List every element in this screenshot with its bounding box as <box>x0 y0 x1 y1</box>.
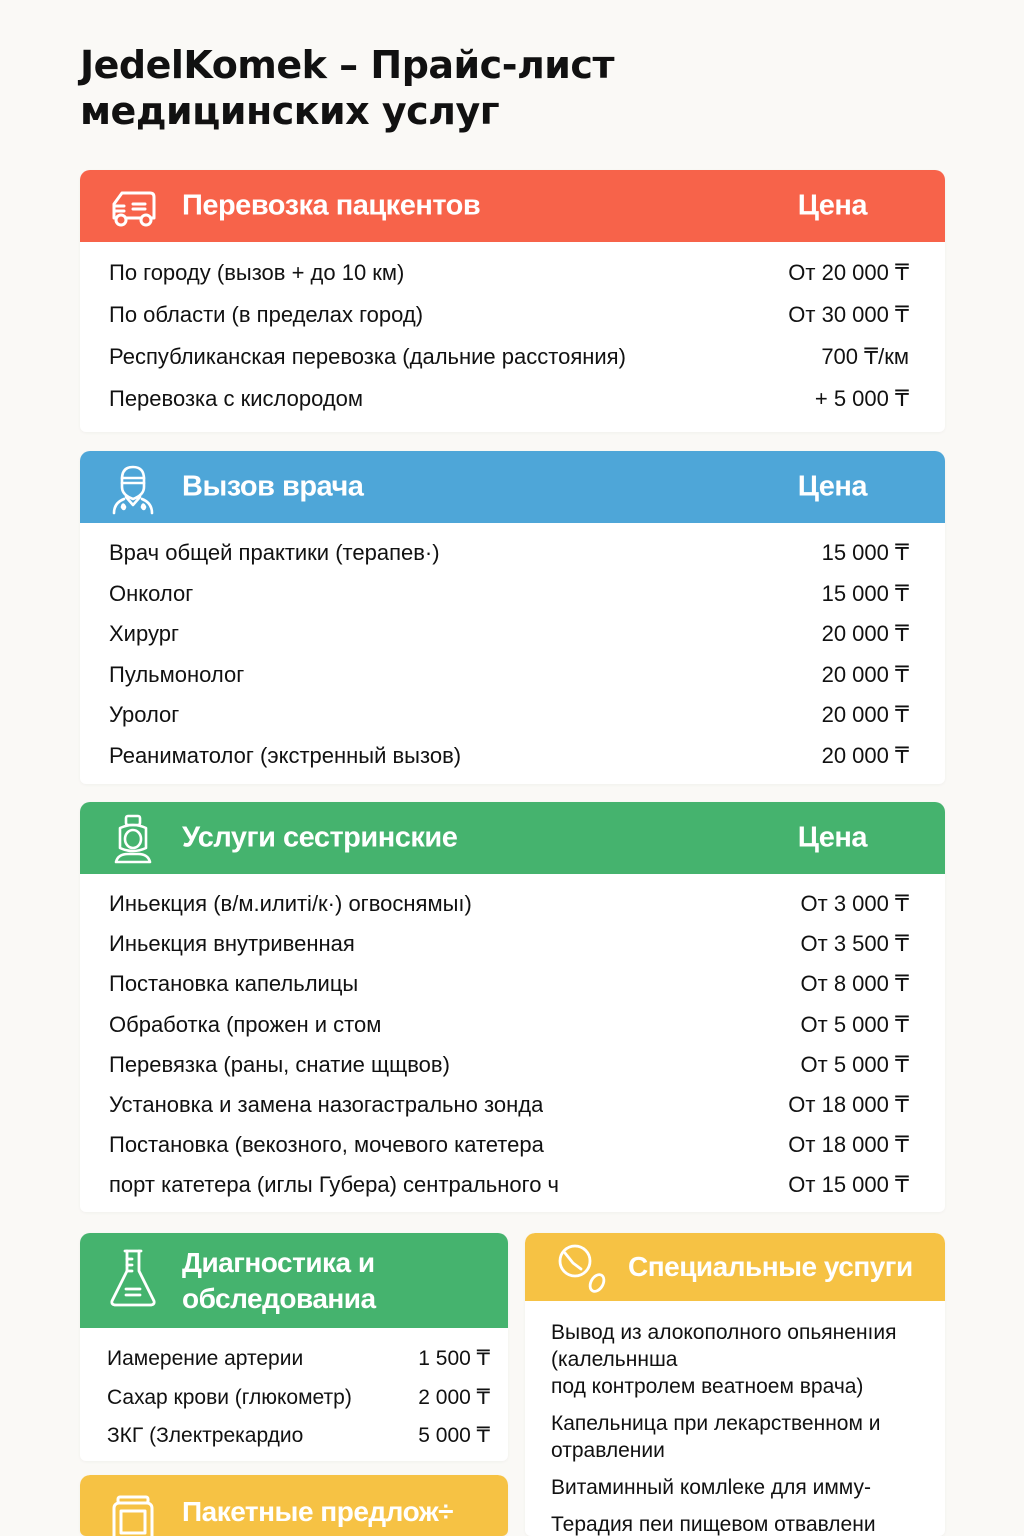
service-price: 20 000 ₸ <box>821 742 909 768</box>
service-name: Уролог <box>109 702 180 727</box>
section-title: Услуги сестринские <box>182 821 458 854</box>
service-name: порт катетера (иглы Губера) сентрального ч <box>109 1172 560 1198</box>
service-name: По городу (вызов + до 10 км) <box>109 260 405 285</box>
section-title: Вызов врача <box>182 470 364 503</box>
service-name: Хирург <box>109 621 179 646</box>
service-price: От 30 000 ₸ <box>788 302 909 327</box>
price-row <box>80 884 945 924</box>
service-name: Реанимaтолог (экстренный вызов) <box>109 742 462 768</box>
price-row <box>80 924 945 964</box>
pills-icon <box>555 1241 609 1295</box>
nurse-icon <box>106 812 160 866</box>
price-row <box>80 294 945 336</box>
section-header <box>80 1233 508 1328</box>
section-diagnostics <box>80 1233 508 1461</box>
service-name: Врач общей практики (терапев·) <box>109 540 440 565</box>
special-service-item: Вывод из алокополного опьяненıия (калельннша под контролем веатноем врача) <box>551 1321 897 1398</box>
price-row <box>80 533 945 574</box>
service-name: Пульмонолог <box>109 661 245 687</box>
service-name: Перевязка (раны, снатие щщвов) <box>109 1051 450 1077</box>
service-name: Постановка (векозного, мочевого катетера <box>109 1132 544 1158</box>
service-price: 20 000 ₸ <box>821 702 909 727</box>
service-name: Иамерение артерии <box>107 1347 304 1370</box>
price-row <box>80 736 945 777</box>
section-packages <box>80 1475 508 1536</box>
page-title <box>80 42 780 134</box>
service-price: 1 500 ₸ <box>418 1347 490 1370</box>
service-name: Республиканская перевозка (дальние расстояния) <box>109 344 626 369</box>
section-transport <box>80 170 945 432</box>
service-price: 2 000 ₸ <box>418 1385 490 1409</box>
price-row <box>80 1165 945 1205</box>
service-price: 20 000 ₸ <box>821 621 909 646</box>
section-title: Перевозка пацкентов <box>182 189 481 222</box>
section-title: Пакетные предлож÷ <box>182 1496 454 1527</box>
section-header <box>80 1475 508 1536</box>
price-row <box>80 1417 508 1456</box>
section-doctor-call <box>80 451 945 784</box>
service-name: Иньекция (в/м.илитi/к·) огвоснямыı) <box>109 891 472 916</box>
service-price: 5 000 ₸ <box>418 1424 490 1447</box>
section-title: Специальные успуги <box>628 1251 913 1282</box>
price-row <box>80 614 945 655</box>
service-name: По области (в пределах город) <box>109 302 424 327</box>
special-service-item: Терадия пеи пищевом отвавлени <box>551 1513 876 1536</box>
service-price: От 18 000 ₸ <box>788 1091 909 1117</box>
flask-icon <box>106 1247 160 1311</box>
service-price: 15 000 ₸ <box>821 580 909 606</box>
service-name: Иньекция внутривенная <box>109 931 355 957</box>
service-price: От 5 000 ₸ <box>800 1011 909 1037</box>
doctor-icon <box>106 461 160 515</box>
service-name: Постановка капельлицы <box>109 971 359 997</box>
section-special <box>525 1233 945 1536</box>
price-column-header: Цена <box>797 821 867 854</box>
section-header <box>80 170 945 242</box>
price-row <box>80 574 945 615</box>
service-name: ЗКГ (Злектрекардио <box>107 1424 304 1447</box>
service-name: Установка и замена назогастрально зонда <box>109 1091 544 1117</box>
service-price: От 8 000 ₸ <box>800 971 909 997</box>
service-price: 15 000 ₸ <box>821 540 909 565</box>
price-row <box>80 1340 508 1379</box>
price-row <box>80 1125 945 1165</box>
service-price: 700 ₸/км <box>821 344 909 369</box>
service-name: Сахар крови (глюкометр) <box>107 1385 352 1409</box>
price-column-header: Цена <box>797 470 867 503</box>
service-price: 20 000 ₸ <box>821 661 909 687</box>
section-nursing <box>80 802 945 1212</box>
price-row <box>80 378 945 420</box>
section-header <box>525 1233 945 1301</box>
service-price: От 3 000 ₸ <box>800 891 909 916</box>
page-title-line1: JedelKomek – Прайс-лист <box>80 43 614 87</box>
price-row <box>80 1379 508 1418</box>
service-price: От 5 000 ₸ <box>800 1051 909 1077</box>
price-row <box>80 252 945 294</box>
service-price: От 3 500 ₸ <box>800 931 909 957</box>
special-service-item: Витаминный комлleке для имму- <box>551 1476 871 1499</box>
price-row <box>80 964 945 1004</box>
service-price: От 20 000 ₸ <box>788 260 909 285</box>
service-name: Онколог <box>109 580 194 606</box>
price-row <box>80 1005 945 1045</box>
section-header <box>80 802 945 874</box>
service-name: Обработка (прожен и стом <box>109 1011 382 1037</box>
price-row <box>80 1045 945 1085</box>
service-price: От 15 000 ₸ <box>788 1172 909 1198</box>
ambulance-van-icon <box>106 180 160 234</box>
page-title-line2: медицинских услуг <box>80 89 500 133</box>
service-name: Перевозка с кислородом <box>109 386 364 411</box>
special-service-item: Капельница при лекарственном и отравлении <box>551 1412 881 1462</box>
price-row <box>80 336 945 378</box>
service-price: От 18 000 ₸ <box>788 1132 909 1158</box>
price-row <box>80 695 945 736</box>
service-price: + 5 000 ₸ <box>814 386 909 411</box>
price-row <box>80 655 945 696</box>
price-column-header: Цена <box>797 189 867 222</box>
section-title: Диагностика и обследованиа <box>182 1246 376 1314</box>
package-jar-icon <box>106 1493 160 1536</box>
price-row <box>80 1085 945 1125</box>
section-header <box>80 451 945 523</box>
